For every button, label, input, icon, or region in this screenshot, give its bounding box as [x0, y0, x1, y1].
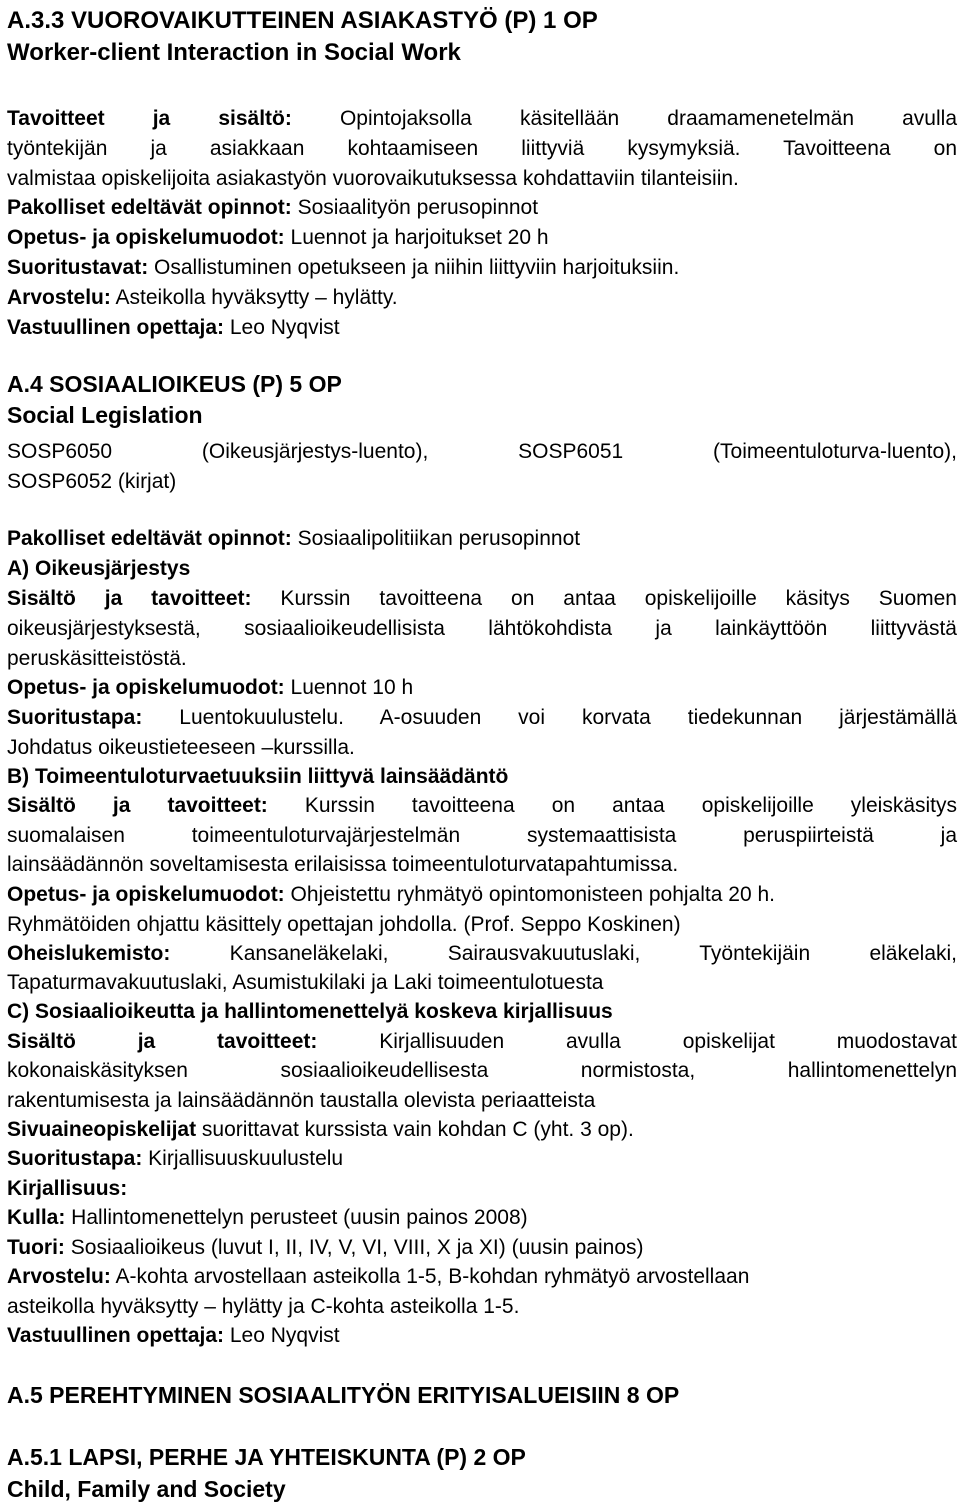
part-a-completion-line-2: Johdatus oikeustieteeseen –kurssilla.	[7, 736, 355, 759]
part-a-content-line-2: oikeusjärjestyksestä, sosiaalioikeudellisista lähtökohdista ja lainkäyttöön liittyvästä	[7, 617, 957, 640]
part-b-heading: B) Toimeentuloturvaetuuksiin liittyvä lainsäädäntö	[7, 765, 509, 788]
grading-label: Arvostelu:	[7, 286, 111, 309]
teacher-label-a4: Vastuullinen opettaja:	[7, 1324, 225, 1347]
part-c-content-line-3: rakentumisesta ja lainsäädännön taustalla olevista periaatteista	[7, 1089, 596, 1112]
course-title-a5: A.5 PEREHTYMINEN SOSIAALITYÖN ERITYISALUEISIIN 8 OP	[7, 1382, 680, 1408]
part-c-minor-text: suorittavat kurssista vain kohdan C (yht. 3 op).	[196, 1118, 634, 1141]
part-c-literature-label: Kirjallisuus:	[7, 1177, 128, 1200]
part-c-tuori-value: Sosiaalioikeus (luvut I, II, IV, V, VI, VIII, X ja XI) (uusin painos)	[64, 1236, 644, 1259]
part-b-content-label: Sisältö ja tavoitteet:	[7, 794, 268, 817]
prereq-line-a4	[7, 524, 957, 554]
teaching-label: Opetus- ja opiskelumuodot:	[7, 226, 285, 249]
course-subtitle-a33: Worker-client Interaction in Social Work	[7, 39, 461, 66]
grading-value: Asteikolla hyväksytty – hylätty.	[110, 286, 398, 309]
grading-text-a4: A-kohta arvostellaan asteikolla 1-5, B-kohdan ryhmätyö arvostellaan	[110, 1265, 750, 1288]
goals-line-3: valmistaa opiskelijoita asiakastyön vuorovaikutuksessa kohdattaviin tilanteisiin.	[7, 167, 739, 190]
teacher-line-a4	[7, 1321, 957, 1351]
part-c-tuori-label: Tuori:	[7, 1236, 65, 1259]
part-b-content-line-3: lainsäädännön soveltamisesta erilaisissa toimeentuloturvatapahtumissa.	[7, 853, 679, 876]
part-b-reading-line-1	[7, 939, 957, 969]
goals-line-2: työntekijän ja asiakkaan kohtaamiseen liittyviä kysymyksiä. Tavoitteena on	[7, 137, 957, 160]
part-a-content-text: Kurssin tavoitteena on antaa opiskelijoille käsitys Suomen	[251, 587, 957, 610]
part-c-content-line-1	[7, 1027, 957, 1057]
course-title-a51: A.5.1 LAPSI, PERHE JA YHTEISKUNTA (P) 2 OP	[7, 1444, 526, 1470]
part-c-kulla-line	[7, 1203, 957, 1233]
part-a-completion-line-1	[7, 703, 957, 733]
teacher-value-a4: Leo Nyqvist	[224, 1324, 340, 1347]
part-b-reading-line-2: Tapaturmavakuutuslaki, Asumistukilaki ja Laki toimeentulotuesta	[7, 971, 604, 994]
part-b-reading-text: Kansaneläkelaki, Sairausvakuutuslaki, Työntekijäin eläkelaki,	[170, 942, 957, 965]
part-c-minor-line	[7, 1115, 957, 1145]
part-c-completion-value: Kirjallisuuskuulustelu	[142, 1147, 344, 1170]
part-b-teaching-line-2: Ryhmätöiden ohjattu käsittely opettajan johdolla. (Prof. Seppo Koskinen)	[7, 913, 681, 936]
completion-label: Suoritustavat:	[7, 256, 149, 279]
part-a-content-line-1	[7, 584, 957, 614]
part-b-teaching-label: Opetus- ja opiskelumuodot:	[7, 883, 285, 906]
part-c-content-line-2: kokonaiskäsityksen sosiaalioikeudellisesta normistosta, hallintomenettelyn	[7, 1059, 957, 1082]
part-a-completion-text: Luentokuulustelu. A-osuuden voi korvata tiedekunnan järjestämällä	[142, 706, 957, 729]
part-c-completion-label: Suoritustapa:	[7, 1147, 143, 1170]
part-b-content-line-2: suomalaisen toimeentuloturvajärjestelmän systemaattisista peruspiirteistä ja	[7, 824, 957, 847]
part-a-teaching-value: Luennot 10 h	[284, 676, 414, 699]
codes-line-1: SOSP6050 (Oikeusjärjestys-luento), SOSP6051 (Toimeentuloturva-luento),	[7, 440, 957, 463]
grading-line-a4-1	[7, 1262, 957, 1292]
prereq-line	[7, 193, 957, 223]
prereq-value: Sosiaalityön perusopinnot	[291, 196, 539, 219]
part-a-content-line-3: peruskäsitteistöstä.	[7, 647, 187, 670]
teaching-value: Luennot ja harjoitukset 20 h	[284, 226, 549, 249]
goals-line-1	[7, 104, 957, 134]
part-c-content-text: Kirjallisuuden avulla opiskelijat muodostavat	[317, 1030, 957, 1053]
teacher-line	[7, 313, 957, 343]
grading-line-a4-2: asteikolla hyväksytty – hylätty ja C-kohta asteikolla 1-5.	[7, 1295, 520, 1318]
goals-text: Opintojaksolla käsitellään draamamenetelmän avulla	[291, 107, 957, 130]
part-c-completion-line	[7, 1144, 957, 1174]
grading-line	[7, 283, 957, 313]
part-b-content-line-1	[7, 791, 957, 821]
part-a-content-label: Sisältö ja tavoitteet:	[7, 587, 252, 610]
part-c-minor-label: Sivuaineopiskelijat	[7, 1118, 197, 1141]
teaching-line	[7, 223, 957, 253]
part-c-kulla-value: Hallintomenettelyn perusteet (uusin painos 2008)	[65, 1206, 528, 1229]
part-a-teaching-line	[7, 673, 957, 703]
part-a-completion-label: Suoritustapa:	[7, 706, 143, 729]
part-b-teaching-line-1	[7, 880, 957, 910]
prereq-label: Pakolliset edeltävät opinnot:	[7, 196, 292, 219]
course-subtitle-a51: Child, Family and Society	[7, 1476, 286, 1502]
grading-label-a4: Arvostelu:	[7, 1265, 111, 1288]
completion-line	[7, 253, 957, 283]
prereq-label-a4: Pakolliset edeltävät opinnot:	[7, 527, 292, 550]
teacher-value: Leo Nyqvist	[224, 316, 340, 339]
part-c-heading: C) Sosiaalioikeutta ja hallintomenettelyä koskeva kirjallisuus	[7, 1000, 613, 1023]
completion-value: Osallistuminen opetukseen ja niihin liittyviin harjoituksiin.	[148, 256, 680, 279]
part-a-heading: A) Oikeusjärjestys	[7, 557, 191, 580]
course-subtitle-a4: Social Legislation	[7, 402, 203, 428]
prereq-value-a4: Sosiaalipolitiikan perusopinnot	[291, 527, 581, 550]
part-c-tuori-line	[7, 1233, 957, 1263]
part-c-kulla-label: Kulla:	[7, 1206, 66, 1229]
codes-line-2: SOSP6052 (kirjat)	[7, 470, 177, 493]
part-b-content-text: Kurssin tavoitteena on antaa opiskelijoille yleiskäsitys	[267, 794, 957, 817]
part-b-reading-label: Oheislukemisto:	[7, 942, 171, 965]
part-b-teaching-value: Ohjeistettu ryhmätyö opintomonisteen pohjalta 20 h.	[284, 883, 775, 906]
course-title-a4: A.4 SOSIAALIOIKEUS (P) 5 OP	[7, 371, 342, 397]
part-a-teaching-label: Opetus- ja opiskelumuodot:	[7, 676, 285, 699]
teacher-label: Vastuullinen opettaja:	[7, 316, 225, 339]
goals-label: Tavoitteet ja sisältö:	[7, 107, 292, 130]
course-title-a33: A.3.3 VUOROVAIKUTTEINEN ASIAKASTYÖ (P) 1 OP	[7, 7, 598, 34]
part-c-content-label: Sisältö ja tavoitteet:	[7, 1030, 318, 1053]
